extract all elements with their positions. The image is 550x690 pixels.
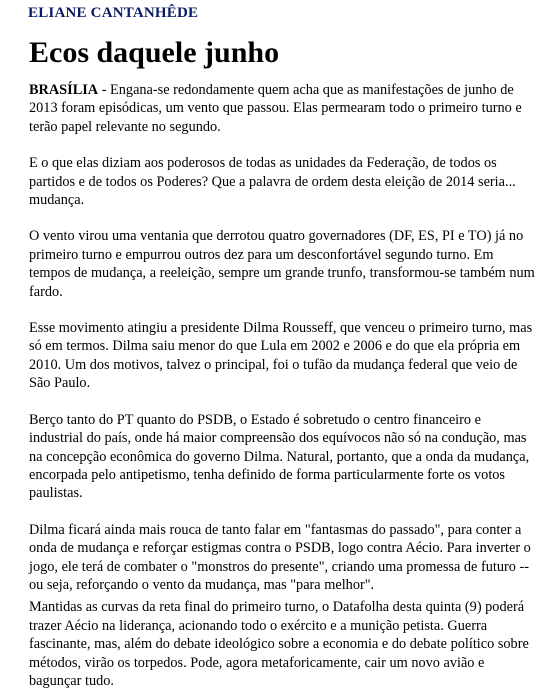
article-paragraph: Berço tanto do PT quanto do PSDB, o Estado é sobretudo o centro financeiro e industrial do país, onde há maior compreensão dos equívocos não só na condução, mas na concepção econômica do governo Dilma. Natural, portanto, que a onda da mudança, encorpada pelo antipetismo, tenha definido de forma particularmente forte os votos paulistas.: [29, 411, 530, 502]
author-name: ELIANE CANTANHÊDE: [28, 5, 199, 21]
article-body: [29, 81, 535, 690]
article-paragraph: Dilma ficará ainda mais rouca de tanto falar em "fantasmas do passado", para conter a onda de mudança e reforçar estigmas contra o PSDB, logo contra Aécio. Para inverter o jogo, ele terá de combater o "monstros do presente", criando uma promessa de futuro --ou seja, reforçando o vento da mudança, mas "para melhor".: [29, 521, 531, 593]
lead-text: - Engana-se redondamente quem acha que as manifestações de junho de 2013 foram episódicas, um vento que passou. Elas permearam todo o primeiro turno e terão papel relevante no segundo.: [29, 82, 522, 135]
dateline: BRASÍLIA: [29, 82, 99, 98]
article-paragraph: E o que elas diziam aos poderosos de todas as unidades da Federação, de todos os partidos e de todos os Poderes? Que a palavra de ordem desta eleição de 2014 seria... mudança.: [29, 155, 516, 209]
article-paragraph: Mantidas as curvas da reta final do primeiro turno, o Datafolha desta quinta (9) poderá trazer Aécio na liderança, acionando todo o exército e a munição petista. Guerra fascinante, mas, além do debate ideológico sobre a economia e do debate político sobre métodos, virão os torpedos. Pode, agora metaforicamente, cair um novo avião e bagunçar tudo.: [29, 599, 529, 689]
article-title: Ecos daquele junho: [29, 36, 280, 69]
article-paragraph: O vento virou uma ventania que derrotou quatro governadores (DF, ES, PI e TO) já no primeiro turno e empurrou outros dez para um desconfortável segundo turno. Em tempos de mudança, a reeleição, sempre um grande trunfo, transformou-se também num fardo.: [29, 228, 535, 300]
article-paragraph-lead: [29, 81, 535, 136]
article-paragraph: Esse movimento atingiu a presidente Dilma Rousseff, que venceu o primeiro turno, mas só em termos. Dilma saiu menor do que Lula em 2002 e 2006 e do que ela própria em 2010. Um dos motivos, talvez o principal, foi o tufão da mudança federal que veio de São Paulo.: [29, 320, 533, 392]
